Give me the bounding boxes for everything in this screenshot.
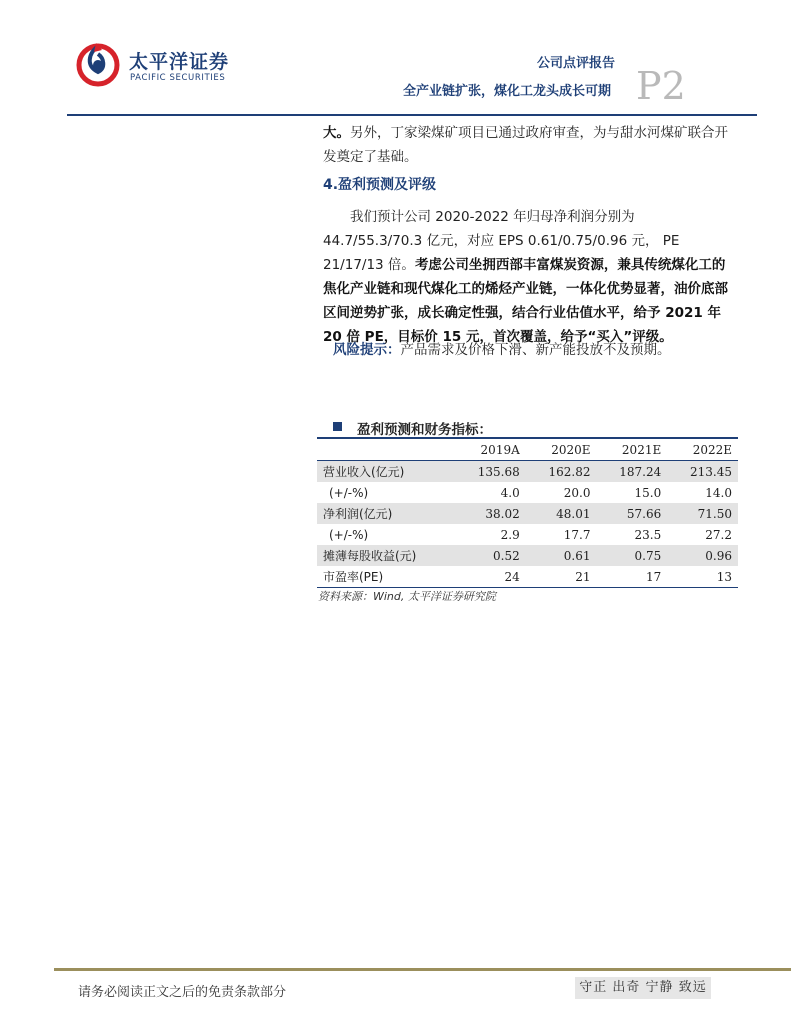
table-cell: 17 xyxy=(597,566,668,588)
table-cell: 15.0 xyxy=(634,485,662,500)
column-header: 2019A xyxy=(455,438,526,461)
report-type: 公司点评报告 xyxy=(537,56,616,71)
table-cell: 187.24 xyxy=(597,461,668,483)
table-cell: 0.96 xyxy=(667,545,738,566)
table-cell: 71.50 xyxy=(667,503,738,524)
risk-text: 产品需求及价格下滑、新产能投放不及预期。 xyxy=(400,342,671,358)
page-number: P2 xyxy=(636,64,686,108)
table-cell: 2.9 xyxy=(500,527,520,542)
footer-divider xyxy=(54,968,791,971)
table-cell: 4.0 xyxy=(500,485,520,500)
row-label: 净利润(亿元) xyxy=(317,503,455,524)
column-header: 2021E xyxy=(597,438,668,461)
forecast-text: 我们预计公司 2020-2022 年归母净利润分别为 44.7/55.3/70.3 亿元，对应 EPS 0.61/0.75/0.96 元， PE 21/17/13 倍。 xyxy=(323,209,680,273)
table-cell: 27.2 xyxy=(705,527,732,542)
table-cell: 135.68 xyxy=(455,461,526,483)
square-bullet-icon xyxy=(333,422,342,431)
table-cell: 0.75 xyxy=(597,545,668,566)
table-cell: 162.82 xyxy=(526,461,597,483)
table-cell: 57.66 xyxy=(597,503,668,524)
column-header: 2020E xyxy=(526,438,597,461)
table-cell: 0.52 xyxy=(455,545,526,566)
table-cell: 14.0 xyxy=(705,485,732,500)
table-header-row xyxy=(317,438,738,461)
table-row xyxy=(317,524,738,545)
risk-warning xyxy=(333,338,671,358)
row-label: 摊薄每股收益(元) xyxy=(317,545,455,566)
logo-mark-icon xyxy=(74,40,122,88)
table-cell: 21 xyxy=(526,566,597,588)
logo-english-name: PACIFIC SECURITIES xyxy=(130,73,226,83)
table-cell: 20.0 xyxy=(563,485,591,500)
logo-chinese-name: 太平洋证券 xyxy=(129,51,230,73)
forecast-table xyxy=(317,437,738,588)
rating-text-bold: 考虑公司坐拥西部丰富煤炭资源，兼具传统煤化工的焦化产业链和现代煤化工的烯烃产业链，一体化优势显著，油价底部区间逆势扩张，成长确定性强，结合行业估值水平，给予 2021 年 20 倍 PE，目标价 15 元，首次覆盖，给予“买入”评级。 xyxy=(323,257,728,345)
row-label: (+/-%) xyxy=(329,485,369,500)
table-cell: 48.01 xyxy=(526,503,597,524)
paragraph-lead-bold: 大。 xyxy=(323,125,350,141)
table-source: 资料来源：Wind, 太平洋证券研究院 xyxy=(318,590,496,603)
table-row xyxy=(317,461,738,483)
table-row xyxy=(317,545,738,566)
table-title: 盈利预测和财务指标： xyxy=(357,422,492,438)
paragraph-continued xyxy=(323,121,728,169)
table-cell: 13 xyxy=(667,566,738,588)
table-cell: 213.45 xyxy=(667,461,738,483)
table-row xyxy=(317,503,738,524)
table-cell: 24 xyxy=(455,566,526,588)
table-row xyxy=(317,566,738,588)
table-cell: 17.7 xyxy=(563,527,591,542)
column-header xyxy=(317,438,455,461)
forecast-paragraph xyxy=(323,205,729,349)
table-cell: 0.61 xyxy=(526,545,597,566)
footer-motto: 守正 出奇 宁静 致远 xyxy=(575,977,711,999)
risk-label: 风险提示： xyxy=(333,342,401,358)
table-cell: 38.02 xyxy=(455,503,526,524)
table-row xyxy=(317,482,738,503)
row-label: 市盈率(PE) xyxy=(317,566,455,588)
section-heading: 4.盈利预测及评级 xyxy=(323,177,437,193)
row-label: 营业收入(亿元) xyxy=(317,461,455,483)
report-title: 全产业链扩张，煤化工龙头成长可期 xyxy=(403,84,612,99)
column-header: 2022E xyxy=(667,438,738,461)
paragraph-text: 另外，丁家梁煤矿项目已通过政府审查，为与甜水河煤矿联合开发奠定了基础。 xyxy=(323,125,728,165)
company-logo xyxy=(74,40,244,88)
table-cell: 23.5 xyxy=(634,527,662,542)
row-label: (+/-%) xyxy=(329,527,369,542)
header-divider xyxy=(67,114,757,116)
footer-disclaimer: 请务必阅读正文之后的免责条款部分 xyxy=(78,985,287,1000)
